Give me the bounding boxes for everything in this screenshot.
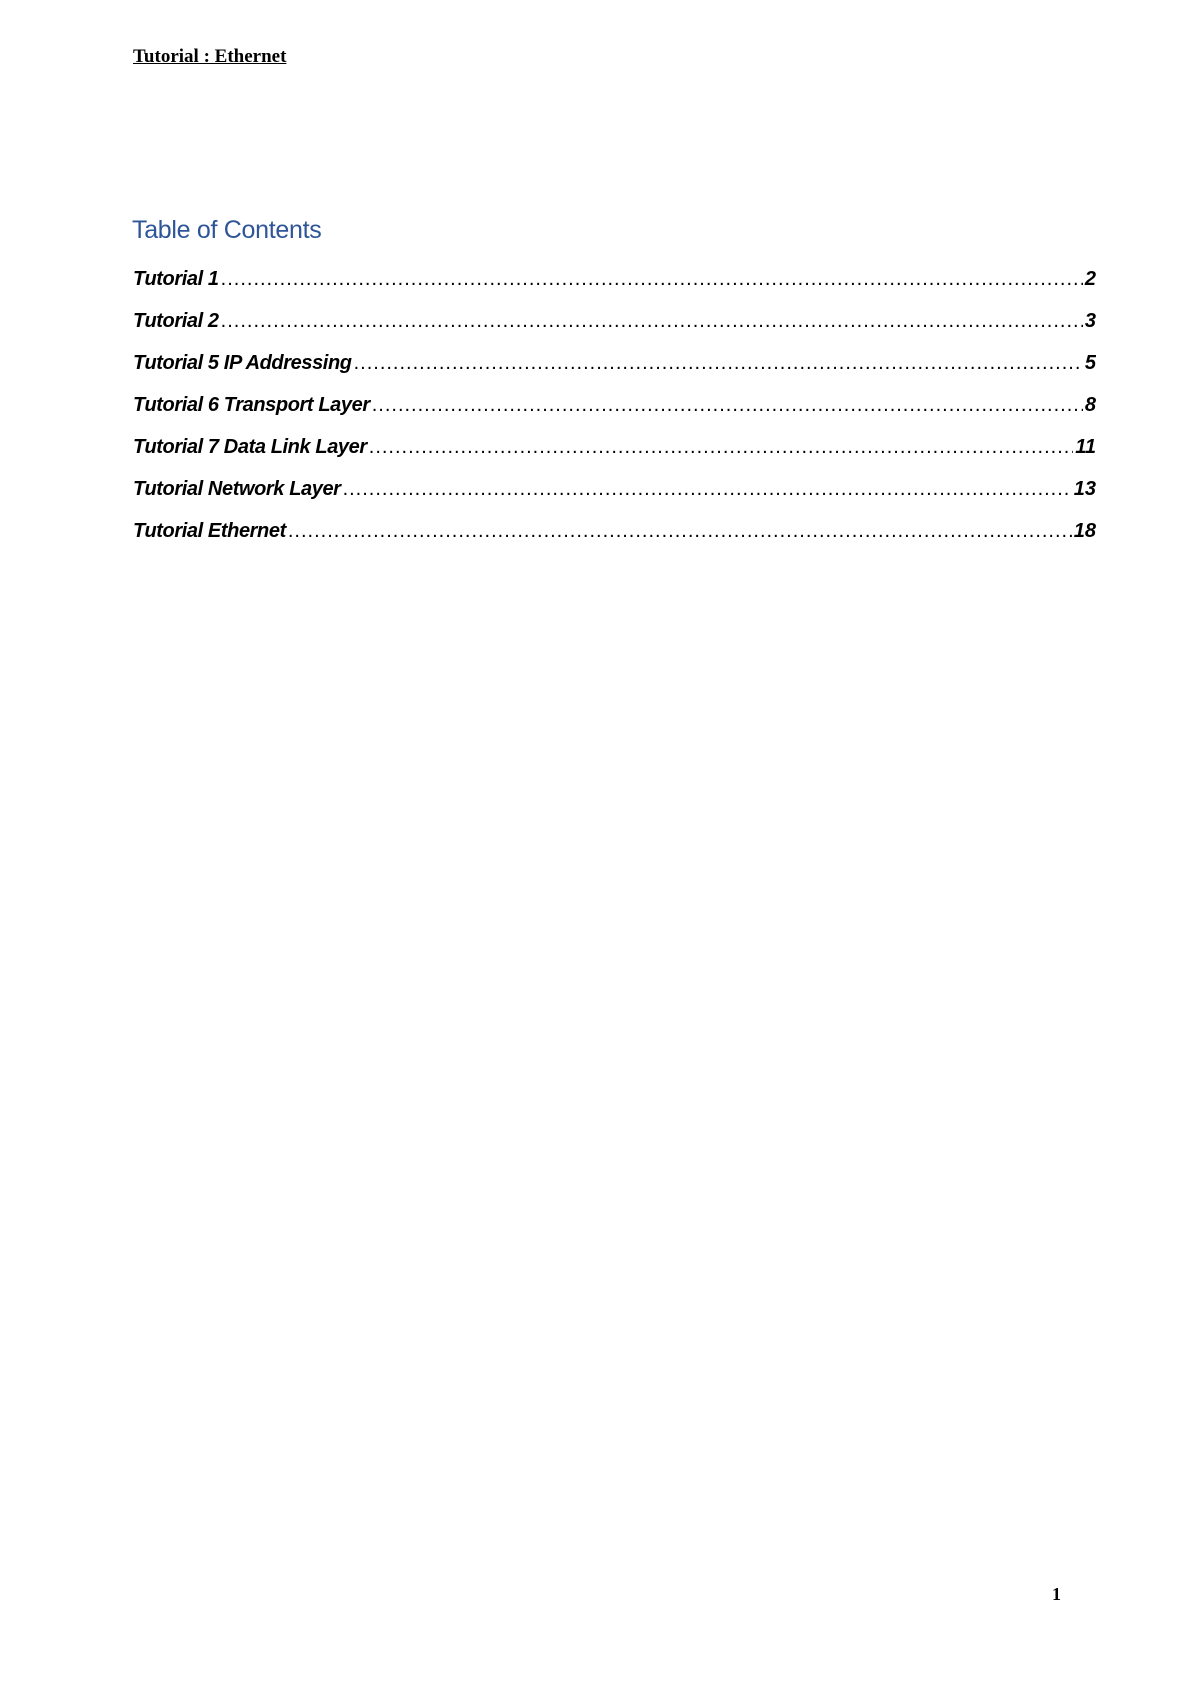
toc-entry-title: Tutorial Network Layer [133, 478, 341, 500]
toc-entry-page: 18 [1073, 520, 1096, 542]
toc-entry[interactable] [133, 436, 1096, 478]
toc-entry-title: Tutorial 6 Transport Layer [133, 394, 370, 416]
document-header-title: Tutorial : Ethernet [133, 46, 287, 67]
toc-entry-page: 8 [1084, 394, 1096, 416]
toc-entry-title: Tutorial 1 [133, 268, 219, 290]
toc-entry[interactable] [133, 394, 1096, 436]
toc-entry[interactable] [133, 268, 1096, 310]
toc-entry[interactable] [133, 478, 1096, 520]
toc-entry[interactable] [133, 352, 1096, 394]
toc-entry-page: 3 [1084, 310, 1096, 332]
toc-dot-leader [354, 352, 1083, 375]
toc-entry-page: 13 [1073, 478, 1096, 500]
toc-dot-leader [288, 520, 1072, 543]
toc-entry[interactable] [133, 520, 1096, 562]
toc-dot-leader [372, 394, 1083, 417]
toc-entry-title: Tutorial Ethernet [133, 520, 286, 542]
toc-entry-page: 11 [1075, 436, 1096, 458]
toc-dot-leader [343, 478, 1072, 501]
toc-dot-leader [369, 436, 1073, 459]
toc-list [133, 268, 1096, 562]
toc-entry-page: 2 [1084, 268, 1096, 290]
page-number: 1 [1052, 1584, 1061, 1604]
toc-heading: Table of Contents [132, 216, 322, 244]
toc-entry-title: Tutorial 5 IP Addressing [133, 352, 352, 374]
toc-entry-page: 5 [1084, 352, 1096, 374]
toc-entry-title: Tutorial 2 [133, 310, 219, 332]
toc-dot-leader [221, 310, 1083, 333]
toc-dot-leader [221, 268, 1083, 291]
toc-entry-title: Tutorial 7 Data Link Layer [133, 436, 367, 458]
toc-entry[interactable] [133, 310, 1096, 352]
